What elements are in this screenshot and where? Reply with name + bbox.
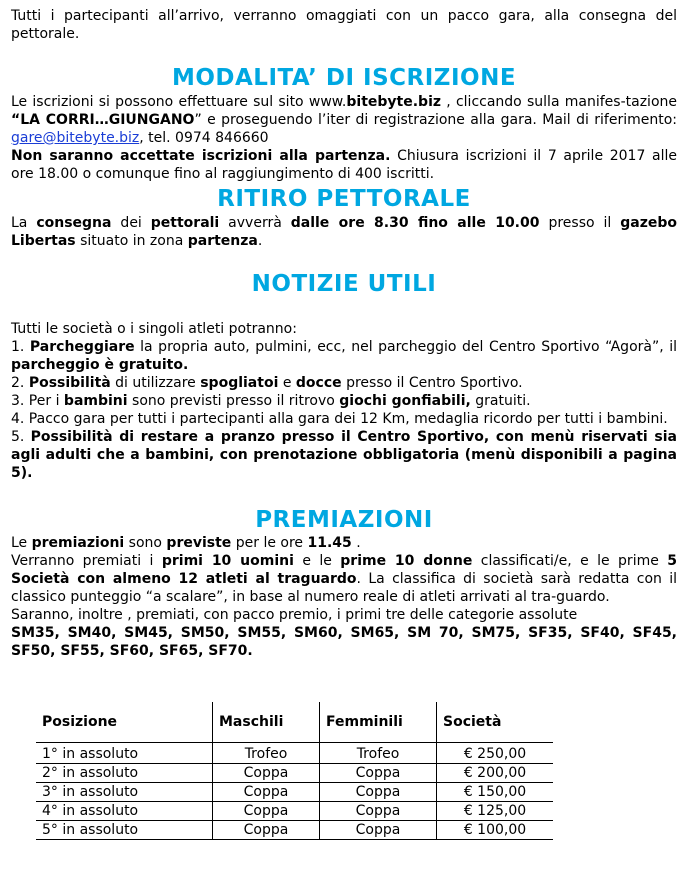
p2-b: primi 10 uomini [161, 553, 294, 569]
item-3-bold-2: giochi gonfiabili, [339, 393, 471, 409]
ritiro-t1: La [11, 215, 37, 231]
item-1-text: la propria auto, pulmini, ecc, nel parcheggio del Centro Sportivo “Agorà”, il [134, 339, 677, 355]
notizie-list [11, 320, 677, 482]
ritiro-b1: consegna [36, 215, 112, 231]
p2-a: Verranno premiati i [11, 553, 162, 569]
notizie-item-5 [11, 428, 677, 482]
p2-f: 5 Società con almeno 12 atleti al traguardo [11, 553, 678, 587]
item-3-number: 3. Per i [11, 393, 64, 409]
item-5-number: 5. [11, 429, 31, 445]
intro-text: Tutti i partecipanti all’arrivo, verranno omaggiati con un pacco gara, alla consegna del pettorale. [11, 8, 677, 42]
table-row [36, 821, 553, 840]
item-2-text: di utilizzare [110, 375, 201, 391]
cell-position: 3° in assoluto [36, 783, 213, 802]
p1-f: 11.45 [307, 535, 352, 551]
table-row [36, 764, 553, 783]
item-1-bold: Parcheggiare [29, 339, 135, 355]
cell-female: Coppa [320, 783, 437, 802]
header-societa: Società [437, 702, 554, 743]
notizie-intro: Tutti le società o i singoli atleti potranno: [11, 321, 297, 337]
ritiro-t2: dei [111, 215, 151, 231]
cell-male: Coppa [213, 821, 320, 840]
ritiro-t4: presso il [539, 215, 621, 231]
header-posizione: Posizione [36, 702, 213, 743]
cell-team: € 125,00 [437, 802, 554, 821]
cell-female: Coppa [320, 764, 437, 783]
ritiro-b2: pettorali [150, 215, 220, 231]
item-3-text: sono previsti presso il ritrovo [127, 393, 340, 409]
p1-a: Le [11, 535, 32, 551]
cell-male: Trofeo [213, 743, 320, 764]
ritiro-t5: situato in zona [75, 233, 188, 249]
ritiro-paragraph [11, 214, 677, 250]
header-maschili: Maschili [213, 702, 320, 743]
item-2-number: 2. [11, 375, 29, 391]
premiazioni-categories [11, 624, 677, 660]
item-1-number: 1. [11, 339, 30, 355]
ritiro-t6: . [257, 233, 263, 249]
notizie-item-2 [11, 374, 677, 392]
ritiro-b4: gazebo Libertas [11, 215, 677, 249]
item-3-text-2: gratuiti. [470, 393, 531, 409]
item-2-bold: Possibilità [28, 375, 111, 391]
closing-details: Chiusura iscrizioni il 7 aprile 2017 alle ore 18.00 o comunque fino al raggiungimento di 400 iscritti. [11, 148, 677, 182]
cell-team: € 250,00 [437, 743, 554, 764]
iscrizione-paragraph [11, 93, 677, 147]
header-femminili: Femminili [320, 702, 437, 743]
p1-d: previste [166, 535, 232, 551]
item-5-bold: Possibilità di restare a pranzo presso il Centro Sportivo, con menù riservati sia agli adulti che a bambini, con prenotazione obbligatoria (menù disponibili a pagina 5). [11, 429, 677, 481]
event-name: “LA CORRI…GIUNGANO [11, 112, 195, 128]
table-header-row [36, 702, 553, 743]
p1-b: premiazioni [31, 535, 125, 551]
cell-male: Coppa [213, 802, 320, 821]
item-2-text-2: e [278, 375, 296, 391]
iscrizione-text-a: Le iscrizioni si possono effettuare sul sito www. [11, 94, 347, 110]
table-row [36, 783, 553, 802]
notizie-item-4: 4. Pacco gara per tutti i partecipanti alla gara dei 12 Km, medaglia ricordo per tutti i bambini. [11, 411, 668, 427]
p2-c: e le [293, 553, 341, 569]
item-1-bold-2: parcheggio è gratuito. [11, 357, 189, 373]
cell-position: 5° in assoluto [36, 821, 213, 840]
cell-team: € 150,00 [437, 783, 554, 802]
premiazioni-p3: Saranno, inoltre , premiati, con pacco premio, i primi tre delle categorie assolute [11, 607, 578, 623]
cell-team: € 100,00 [437, 821, 554, 840]
email-link[interactable]: gare@bitebyte.biz [11, 130, 140, 146]
ritiro-b3: dalle ore 8.30 fino alle 10.00 [290, 215, 540, 231]
notizie-item-1 [11, 338, 677, 374]
premiazioni-heading: PREMIAZIONI [255, 507, 433, 533]
ritiro-t3: avverrà [219, 215, 291, 231]
cell-position: 1° in assoluto [36, 743, 213, 764]
p2-d: prime 10 donne [340, 553, 473, 569]
no-registration-note: Non saranno accettate iscrizioni alla partenza. [11, 148, 391, 164]
iscrizione-text-c: ” e proseguendo l’iter di registrazione alla gara. Mail di riferimento: [194, 112, 677, 128]
premiazioni-text [11, 534, 677, 660]
premiazioni-p2 [11, 552, 677, 606]
cell-female: Trofeo [320, 743, 437, 764]
ritiro-b5: partenza [187, 233, 258, 249]
cell-male: Coppa [213, 783, 320, 802]
p2-e: classificati/e, e le prime [472, 553, 668, 569]
site-name: bitebyte.biz [346, 94, 442, 110]
iscrizione-closing [11, 147, 677, 183]
iscrizione-phone: , tel. 0974 846660 [139, 130, 269, 146]
table-row [36, 743, 553, 764]
cell-team: € 200,00 [437, 764, 554, 783]
iscrizione-text-b: , cliccando sulla manifes-tazione [441, 94, 677, 110]
cell-male: Coppa [213, 764, 320, 783]
iscrizione-heading: MODALITA’ DI ISCRIZIONE [171, 65, 517, 91]
item-2-bold-3: docce [295, 375, 342, 391]
item-3-bold: bambini [63, 393, 128, 409]
table-row [36, 802, 553, 821]
cell-position: 2° in assoluto [36, 764, 213, 783]
notizie-heading: NOTIZIE UTILI [251, 271, 437, 297]
item-2-text-3: presso il Centro Sportivo. [341, 375, 523, 391]
ritiro-heading: RITIRO PETTORALE [217, 186, 471, 212]
cell-female: Coppa [320, 802, 437, 821]
cell-position: 4° in assoluto [36, 802, 213, 821]
categories-list: SM35, SM40, SM45, SM50, SM55, SM60, SM65, SM 70, SM75, SF35, SF40, SF45, SF50, SF55, SF60, SF65, SF70. [11, 625, 677, 659]
item-2-bold-2: spogliatoi [200, 375, 279, 391]
premiazioni-p1 [11, 534, 677, 552]
p1-e: per le ore [231, 535, 308, 551]
p1-g: . [351, 535, 361, 551]
cell-female: Coppa [320, 821, 437, 840]
p1-c: sono [124, 535, 167, 551]
p2-g: . La classifica di società sarà redatta con il classico punteggio “a scalare”, in base al numero reale di atleti arrivati al tra-guardo. [11, 571, 678, 605]
prizes-table [36, 702, 553, 840]
notizie-item-3 [11, 392, 677, 410]
